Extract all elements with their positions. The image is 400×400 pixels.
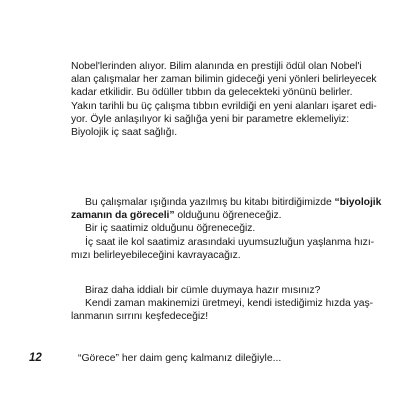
paragraph-1-line: kadar etkilidir. Bu ödüller tıbbın da gelecekteki yönünü belirler. — [71, 87, 353, 99]
page-number: 12 — [29, 352, 42, 364]
paragraph-1 — [71, 60, 377, 139]
paragraph-2 — [71, 196, 382, 262]
paragraph-2-line-4: İç saat ile kol saatimiz arasındaki uyumsuzluğun yaşlanma hızı- — [85, 236, 375, 248]
paragraph-1-line: Biyolojik iç saat sağlığı. — [71, 127, 178, 139]
paragraph-1-line: Yakın tarihli bu üç çalışma tıbbın evrildiği en yeni alanları işaret edi- — [71, 100, 377, 112]
paragraph-2-line-3: Bir iç saatimiz olduğunu öğreneceğiz. — [85, 223, 256, 235]
paragraph-1-line: Nobel'lerinden alıyor. Bilim alanında en prestijli ödül olan Nobel'i — [71, 61, 362, 72]
paragraph-2-text: Bu çalışmalar ışığında yazılmış bu kitabı bitirdiğimizde — [85, 197, 335, 208]
paragraph-2-line-1 — [71, 196, 382, 209]
paragraph-3-line-3: lanmanın sırrını keşfedeceğiz! — [71, 311, 209, 323]
paragraph-3-line-2: Kendi zaman makinemizi üretmeyi, kendi istediğimiz hızda yaş- — [85, 298, 374, 310]
paragraph-1-line: yor. Öyle anlaşılıyor ki sağlığa yeni bir parametre eklemeliyiz: — [71, 113, 350, 125]
footer-quote: “Görece” her daim genç kalmanız dileğiyle... — [78, 353, 282, 364]
paragraph-2-text: olduğunu öğreneceğiz. — [174, 210, 282, 222]
paragraph-3-line-1: Biraz daha iddialı bir cümle duymaya hazır mısınız? — [85, 285, 321, 296]
paragraph-2-line-5: mızı belirleyebileceğini kavrayacağız. — [71, 249, 241, 261]
paragraph-3 — [71, 284, 374, 324]
paragraph-2-line-2 — [71, 209, 343, 222]
paragraph-2-bold-phrase: zamanın da göreceli” — [71, 210, 175, 222]
paragraph-2-bold-phrase: “biyolojik — [334, 197, 382, 208]
paragraph-1-line: alan çalışmalar her zaman bilimin gideceği yeni yönleri belirleyecek — [71, 74, 377, 86]
